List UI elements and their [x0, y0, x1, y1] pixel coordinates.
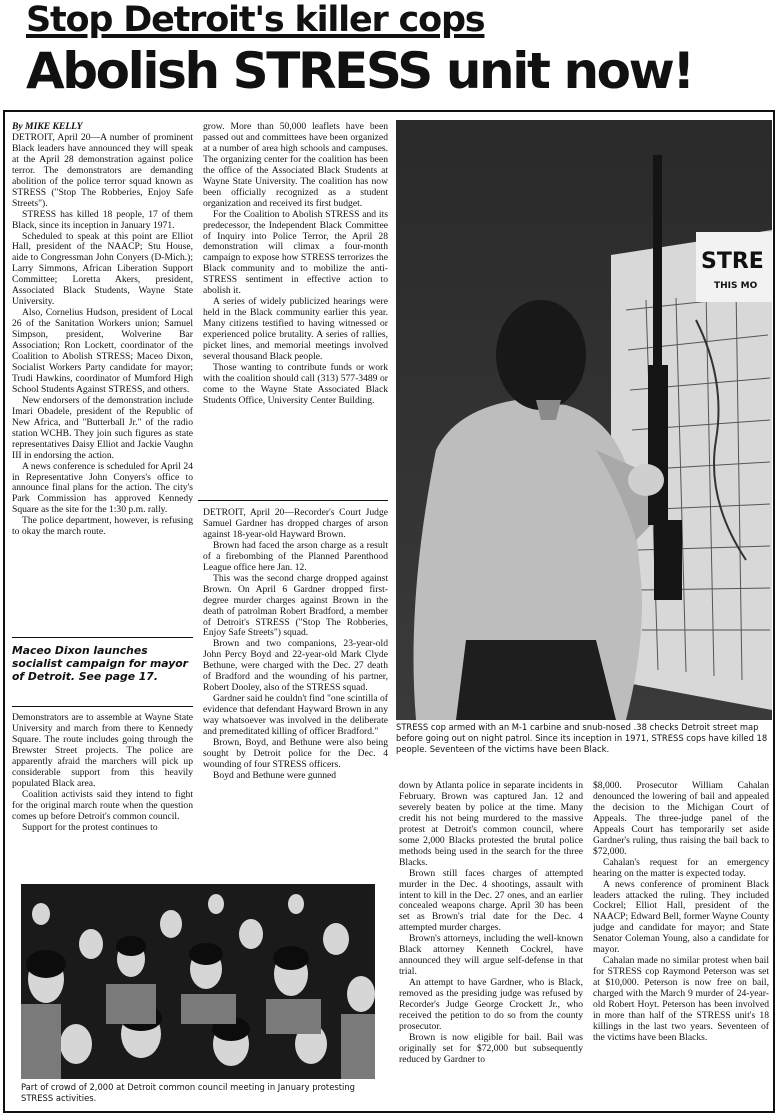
paragraph: DETROIT, April 20—A number of prominent Black leaders have announced they will speak at the April 28 demonstration against police terror. The demonstrators are demanding abolition of the police terror squad known as STRESS ("Stop The Robberies, Enjoy Safe Streets").	[12, 131, 193, 209]
paragraph: grow. More than 50,000 leaflets have been passed out and committees have been organized at a number of area high schools and campuses. The organizing center for the coalition has been the office of the Associated Black Students at Wayne State University. The coalition has now been officially recognized as a student organization and received its first budget.	[203, 122, 388, 209]
paragraph: Support for the protest continues to	[22, 821, 158, 833]
headline-line-2: Abolish STRESS unit now!	[26, 42, 693, 100]
paragraph: Brown still faces charges of attempted murder in the Dec. 4 shootings, assault with intent to kill in the Dec. 27 ones, and an earlier concealed weapons charge. April 30 has been set as Brown's trial date for the Dec. 4 attempted murder charges.	[399, 867, 583, 934]
paragraph: Also, Cornelius Hudson, president of Local 26 of the Sanitation Workers union; Samuel Simpson, president, Wolverine Bar Association; Ron Lockett, coordinator of the Coalition to Abolish STRESS; Maceo Dixon, Socialist Workers Party candidate for mayor; Trudi Hawkins, coordinator of Mumford High School Students Against STRESS, and others.	[12, 307, 193, 395]
paragraph: Brown's attorneys, including the well-known Black attorney Kenneth Cockrel, have announced they will argue self-defense in that trial.	[399, 933, 583, 978]
photo-stress-cop	[396, 120, 772, 720]
photo-crowd	[21, 884, 375, 1079]
paragraph: Brown and two companions, 23-year-old John Percy Boyd and 22-year-old Mark Clyde Bethune, were charged with the Dec. 27 death of Bradford and the wounding of his partner, Robert Dooley, also of the STRESS squad.	[203, 638, 388, 694]
paragraph: For the Coalition to Abolish STRESS and its predecessor, the Independent Black Committee of Inquiry into Police Terror, the April 28 demonstration will climax a four-month campaign to expose how STRESS terrorizes the Black community and to mobilize the anti-STRESS sentiment in effective action to abolish it.	[203, 208, 388, 297]
paragraph: Cahalan made no similar protest when bail for STRESS cop Raymond Peterson was set at $10,000. Peterson is now free on bail, charged with the March 9 murder of 24-year-old Robert Hoyt. Peterson has been involved in more than half of the STRESS unit's 18 killings in the last two years. Seventeen of the victims have been Blacks.	[593, 955, 769, 1043]
paragraph: An attempt to have Gardner, who is Black, removed as the presiding judge was refused by Recorder's Judge George Crockett Jr., who received the petition to do so from the county prosecutor.	[399, 977, 583, 1032]
photo-caption: STRESS cop armed with an M-1 carbine and snub-nosed .38 checks Detroit street map before going out on night patrol. Since its inception in 1971, STRESS cops have killed 18 people. Seventeen of the victims have been Black.	[396, 722, 768, 754]
article-column-1-continued	[12, 713, 193, 873]
paragraph: Demonstrators are to assemble at Wayne State University and march from there to Kennedy Square. The route includes going through the Brewster Street projects. The police are apparently afraid the marchers will pick up considerable support from this heavily populated Black area.	[12, 713, 193, 789]
article-2-column-1	[203, 508, 388, 873]
paragraph: DETROIT, April 20—Recorder's Court Judge Samuel Gardner has dropped charges of arson against 18-year-old Hayward Brown.	[203, 508, 388, 540]
article-column-2	[203, 122, 388, 497]
paragraph: Scheduled to speak at this point are Elliot Hall, president of the NAACP; Stu House, aide to Congressman John Conyers (D-Mich.); Larry Simmons, African Liberation Support Committee; Loretta Akers, president, Associated Black Students, Wayne State University.	[12, 230, 193, 308]
paragraph: Brown had faced the arson charge as a result of a firebombing of the Planned Parenthood League office here Jan. 12.	[203, 539, 388, 573]
paragraph: Brown is now eligible for bail. Bail was originally set for $72,000 but subsequently reduced by Gardner to	[399, 1031, 583, 1065]
paragraph: This was the second charge dropped against Brown. On April 6 Gardner dropped first-degree murder charges against Brown in the death of patrolman Robert Bradford, a member of Detroit's STRESS ("Stop The Robberies, Enjoy Safe Streets") squad.	[203, 572, 388, 639]
article-2-column-2	[399, 781, 583, 1111]
paragraph: STRESS has killed 18 people, 17 of them Black, since its inception in January 1971.	[12, 208, 193, 231]
paragraph: down by Atlanta police in separate incidents in February. Brown was captured Jan. 12 and severely beaten by police at the time. Many credit his not being murdered to the massive protest at Detroit's common council, where some 2,000 Blacks protested the brutal police methods being used in the search for the three Blacks.	[399, 781, 583, 868]
paragraph: A news conference is scheduled for April 24 in Representative John Conyers's office to announce final plans for the action. The city's Park Commission has approved Kennedy Square as the site for the 1:30 p.m. rally.	[12, 460, 193, 516]
article-2-column-3	[593, 781, 769, 1111]
paragraph: Gardner said he couldn't find "one scintilla of evidence that defendant Hayward Brown in any way whatsoever was involved in the deliberate and premeditated killing of officer Bradford."	[203, 693, 388, 738]
paragraph: Coalition activists said they intend to fight for the original march route when the question comes up before Detroit's common council.	[12, 788, 193, 822]
byline: By MIKE KELLY	[12, 122, 83, 132]
paragraph: Those wanting to contribute funds or work with the coalition should call (313) 577-3489 or come to the Wayne State Associated Black Students Office, University Center Building.	[203, 361, 388, 406]
photo-caption: Part of crowd of 2,000 at Detroit common council meeting in January protesting STRESS activities.	[21, 1082, 355, 1103]
paragraph: $8,000. Prosecutor William Cahalan denounced the lowering of bail and appealed the decision to the Michigan Court of Appeals. The three-judge panel of the Appeals Court has temporarily set aside Gardner's ruling, thus raising the bail back to $72,000.	[593, 781, 769, 857]
paragraph: Brown, Boyd, and Bethune were also being sought by Detroit police for the Dec. 4 wounding of four STRESS officers.	[203, 737, 388, 770]
paragraph: A series of widely publicized hearings were held in the Black community earlier this year. Many citizens testified to having witnessed or experienced police brutality. A series of rallies, picket lines, and memorial meetings involved several thousand Black people.	[203, 296, 388, 363]
headline-line-1: Stop Detroit's killer cops	[26, 0, 485, 40]
paragraph: New endorsers of the demonstration include Imari Obadele, president of the Republic of New Africa, and "Butterball Jr." of the radio station WCHB. They join such figures as state representatives Daisy Elliot and Jackie Vaughn III in endorsing the action.	[12, 394, 193, 461]
paragraph: Boyd and Bethune were gunned	[213, 769, 337, 781]
paragraph: The police department, however, is refusing to okay the march route.	[12, 515, 193, 538]
article-column-1	[12, 122, 193, 637]
promo-box: Maceo Dixon launches socialist campaign for mayor of Detroit. See page 17.	[12, 637, 193, 707]
headline	[26, 0, 766, 100]
paragraph: Cahalan's request for an emergency hearing on the matter is expected today.	[593, 856, 769, 879]
sign-subtext: THIS MO	[714, 281, 758, 291]
sign-text: STRE	[701, 249, 764, 274]
article-divider	[198, 500, 388, 501]
paragraph: A news conference of prominent Black leaders attacked the ruling. They included Cockrel; Elliot Hall, president of the NAACP; Edward Bell, former Wayne County judge and candidate for mayor; and State Senator Coleman Young, also a candidate for mayor.	[593, 878, 769, 956]
